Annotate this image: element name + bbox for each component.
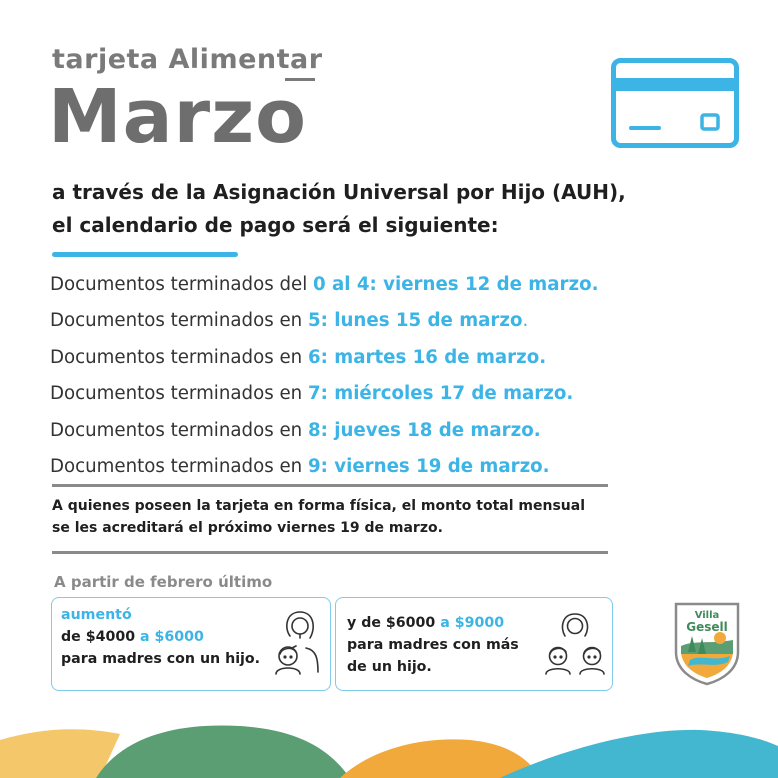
schedule-row — [50, 303, 670, 340]
schedule-row-prefix: Documentos terminados en — [50, 346, 303, 368]
schedule-row-date: 9: viernes 19 de marzo. — [307, 456, 550, 478]
schedule-row-date: 8: jueves 18 de marzo. — [307, 419, 541, 441]
payment-schedule — [50, 266, 670, 485]
schedule-row-prefix: Documentos terminados en — [50, 310, 303, 332]
note-bottom-divider — [52, 551, 608, 554]
box-one-line-2 — [61, 626, 260, 648]
decorative-waves — [0, 700, 778, 778]
since-label: A partir de febrero último — [54, 573, 273, 591]
increase-box-multiple-children — [335, 597, 613, 691]
note-top-divider — [52, 484, 608, 487]
brand-title: tarjeta Alimentar — [52, 44, 323, 75]
schedule-row-prefix: Documentos terminados en — [50, 419, 303, 441]
box-two-from: y de $6000 — [347, 615, 441, 631]
box-two-line-1 — [347, 612, 519, 634]
schedule-row-trail: . — [522, 310, 529, 332]
box-one-line-1: aumentó — [61, 607, 132, 623]
schedule-row — [50, 412, 670, 449]
box-one-from: de $4000 — [61, 629, 141, 645]
logo-gesell: Gesell — [686, 620, 728, 634]
note-line-2: se les acreditará el próximo viernes 19 de marzo. — [52, 520, 443, 536]
mother-one-child-icon — [270, 608, 324, 676]
box-one-text — [61, 604, 260, 670]
logo-villa: Villa — [694, 610, 720, 621]
schedule-row-prefix: Documentos terminados del — [50, 273, 308, 295]
box-two-line-2: para madres con más — [347, 637, 519, 653]
box-one-to: a $6000 — [140, 629, 204, 645]
schedule-row-date: 6: martes 16 de marzo. — [307, 346, 547, 368]
increase-box-one-child — [51, 597, 331, 691]
schedule-row — [50, 339, 670, 376]
intro-line-1: a través de la Asignación Universal por Hijo (AUH), — [52, 180, 626, 204]
box-two-line-3: de un hijo. — [347, 659, 432, 675]
box-two-to: a $9000 — [440, 615, 505, 631]
box-two-text — [347, 612, 519, 678]
box-one-line-3: para madres con un hijo. — [61, 651, 261, 667]
schedule-row — [50, 266, 670, 303]
mother-two-children-icon — [542, 612, 608, 676]
schedule-row-date: 7: miércoles 17 de marzo. — [307, 383, 574, 405]
schedule-row — [50, 449, 670, 486]
intro-text — [52, 176, 626, 242]
schedule-row — [50, 376, 670, 413]
villa-gesell-logo — [672, 600, 742, 686]
intro-line-2: el calendario de pago será el siguiente: — [52, 213, 499, 237]
physical-card-note — [52, 495, 632, 539]
month-title: Marzo — [48, 74, 307, 160]
note-line-1: A quienes poseen la tarjeta en forma física, el monto total mensual — [52, 498, 585, 514]
schedule-row-date: 5: lunes 15 de marzo — [307, 310, 523, 332]
schedule-row-date: 0 al 4: viernes 12 de marzo. — [313, 273, 599, 295]
schedule-row-prefix: Documentos terminados en — [50, 383, 303, 405]
blue-divider — [52, 252, 238, 257]
schedule-row-prefix: Documentos terminados en — [50, 456, 303, 478]
credit-card-icon — [611, 58, 739, 148]
